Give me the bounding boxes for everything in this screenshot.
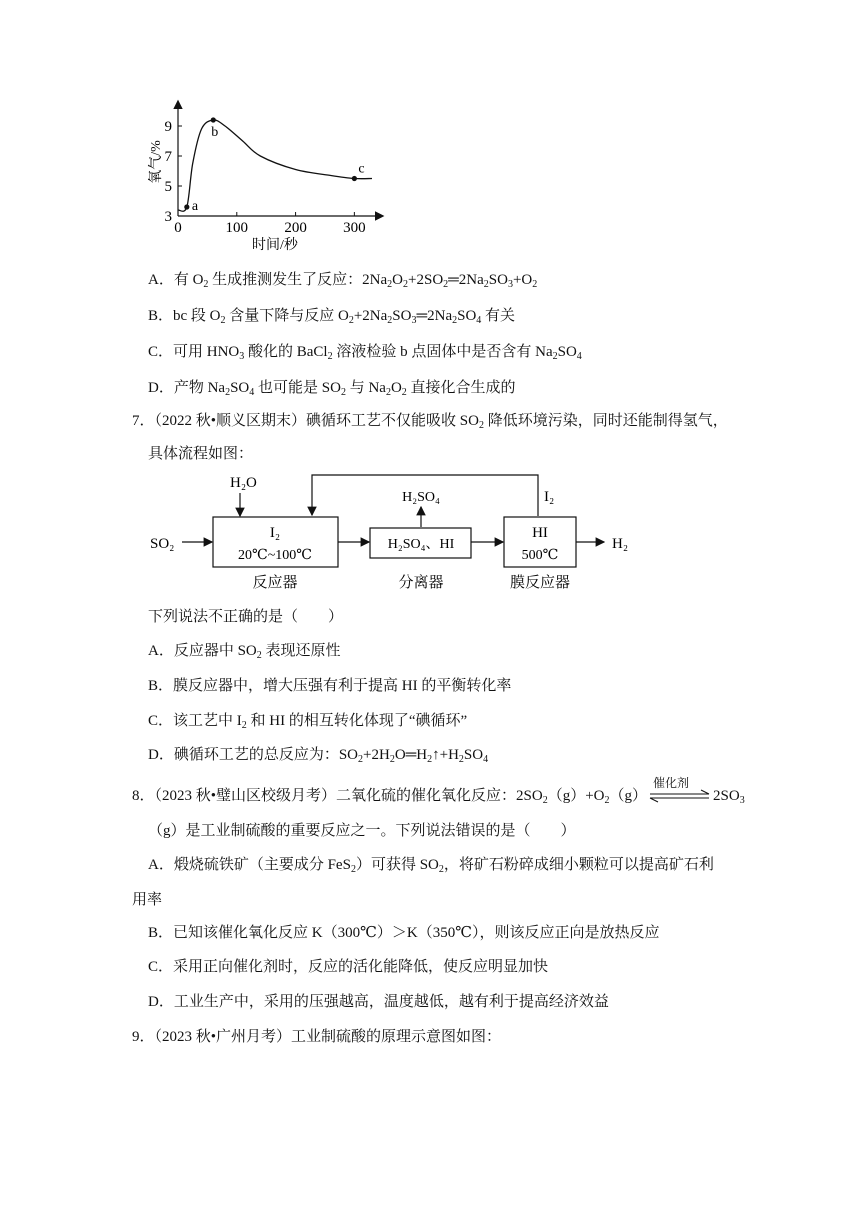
text-run: SO xyxy=(230,380,250,396)
text-run: O xyxy=(392,272,404,288)
text-run: D．碘循环工艺的总反应为：SO xyxy=(148,747,359,763)
subscript: 2 xyxy=(483,279,489,290)
text-run: （g） xyxy=(609,788,647,804)
x-tick-label: 300 xyxy=(343,220,366,236)
q7-option-b xyxy=(148,676,511,696)
subscript: 2 xyxy=(348,315,354,326)
text-run: C．可用 HNO xyxy=(148,344,240,360)
x-tick-label: 200 xyxy=(284,220,307,236)
text-run: 8．（2023 秋•璧山区校级月考）二氧化硫的催化氧化反应：2SO xyxy=(132,788,543,804)
subscript: 2 xyxy=(438,864,444,875)
point-label-b: b xyxy=(211,125,219,140)
text-run: 2SO xyxy=(713,788,740,804)
text-run: A．有 O xyxy=(148,272,204,288)
subscript: 2 xyxy=(389,754,395,765)
subscript: 4 xyxy=(249,387,255,398)
text-run: 7．（2022 秋•顺义区期末）碘循环工艺不仅能吸收 SO xyxy=(132,413,479,429)
subscript: 2 xyxy=(443,279,449,290)
q8-stem-line1 xyxy=(132,776,745,806)
separator-label: 分离器 xyxy=(398,575,444,591)
membrane-line1: HI xyxy=(532,525,548,541)
oxygen-chart xyxy=(140,98,390,263)
text-run: 酸化的 BaCl xyxy=(244,344,328,360)
q7-stem-line2: 具体流程如图： xyxy=(148,446,254,462)
so2-input-label: SO₂ xyxy=(150,536,175,552)
subscript: 2 xyxy=(401,387,407,398)
q8-option-a xyxy=(148,855,714,875)
text-run: 表现还原性 xyxy=(261,643,341,659)
oxygen-chart-svg xyxy=(140,98,390,263)
q6-option-a xyxy=(148,270,537,290)
text-run: 生成推测发生了反应：2Na xyxy=(208,272,388,288)
subscript: 2 xyxy=(387,279,393,290)
q8-stem-line2: （g）是工业制硫酸的重要反应之一。下列说法错误的是（ ） xyxy=(148,823,576,839)
subscript: 2 xyxy=(552,351,558,362)
equilibrium-arrow xyxy=(647,776,713,806)
text-run: D．工业生产中，采用的压强越高，温度越低，越有利于提高经济效益 xyxy=(148,994,609,1010)
point-a xyxy=(184,204,189,209)
text-run: （g）+O xyxy=(547,788,605,804)
y-tick-label: 3 xyxy=(164,209,172,225)
text-run: A．煅烧硫铁矿（主要成分 FeS xyxy=(148,857,351,873)
text-run: 也可能是 SO xyxy=(254,380,341,396)
point-label-a: a xyxy=(191,199,199,214)
membrane-label: 膜反应器 xyxy=(509,575,571,591)
subscript: 4 xyxy=(483,754,489,765)
reactor-label: 反应器 xyxy=(252,575,298,591)
text-run: 和 HI 的相互转化体现了“碘循环” xyxy=(246,713,468,729)
text-run: O═H xyxy=(394,747,428,763)
y-tick-label: 9 xyxy=(164,119,172,135)
text-run: ═2Na xyxy=(416,308,453,324)
subscript: 2 xyxy=(452,315,458,326)
subscript: 2 xyxy=(403,279,409,290)
subscript: 3 xyxy=(239,351,245,362)
separator-line1: H₂SO₄、HI xyxy=(387,537,455,552)
text-run: A．反应器中 SO xyxy=(148,643,257,659)
text-run: 与 Na xyxy=(345,380,386,396)
subscript: 2 xyxy=(350,864,356,875)
subscript: 2 xyxy=(532,279,538,290)
text-run: ，将矿石粉碎成细小颗粒可以提高矿石利 xyxy=(443,857,714,873)
text-run: SO xyxy=(557,344,577,360)
q7-prompt: 下列说法不正确的是（ ） xyxy=(148,609,344,625)
text-run: ═2Na xyxy=(448,272,484,288)
subscript: 2 xyxy=(241,720,247,731)
catalyst-label: 催化剂 xyxy=(653,776,690,790)
x-axis-label: 时间/秒 xyxy=(252,238,298,253)
subscript: 2 xyxy=(220,315,226,326)
text-run: SO xyxy=(488,272,508,288)
text-run: +O xyxy=(512,272,533,288)
subscript: 3 xyxy=(411,315,417,326)
q7-option-c xyxy=(148,711,467,731)
q6-option-d xyxy=(148,378,516,398)
q8-option-b xyxy=(148,923,659,943)
q8-option-d xyxy=(148,992,609,1012)
subscript: 4 xyxy=(476,315,482,326)
x-tick-label: 0 xyxy=(174,220,182,236)
water-label: H₂O xyxy=(230,475,257,491)
point-b xyxy=(211,117,216,122)
text-run: O xyxy=(390,380,402,396)
q7-option-d xyxy=(148,745,488,765)
q8-option-c xyxy=(148,957,548,977)
text-run: 含量下降与反应 O xyxy=(225,308,349,324)
q8-option-a-cont: 用率 xyxy=(132,892,163,908)
subscript: 2 xyxy=(327,351,333,362)
subscript: 3 xyxy=(507,279,513,290)
text-run: +2Na xyxy=(353,308,388,324)
text-run: 直接化合生成的 xyxy=(406,380,516,396)
text-run: C．采用正向催化剂时，反应的活化能降低，使反应明显加快 xyxy=(148,959,549,975)
reactor-line1: I₂ xyxy=(269,525,281,541)
text-run: ）可获得 SO xyxy=(355,857,439,873)
point-c xyxy=(352,176,357,181)
text-run: B．已知该催化氧化反应 K（300℃）＞K（350℃），则该反应正向是放热反应 xyxy=(148,925,660,941)
text-run: SO xyxy=(463,747,484,763)
iodine-cycle-diagram xyxy=(140,465,660,595)
text-run: 有关 xyxy=(481,308,516,324)
y-tick-label: 5 xyxy=(164,179,172,195)
oxygen-curve xyxy=(178,120,372,211)
subscript: 2 xyxy=(604,795,610,806)
subscript: 3 xyxy=(739,795,745,806)
subscript: 2 xyxy=(542,795,548,806)
text-run: +2H xyxy=(363,747,390,763)
q9-stem: 9．（2023 秋•广州月考）工业制硫酸的原理示意图如图： xyxy=(132,1029,502,1045)
text-run: +2SO xyxy=(408,272,444,288)
subscript: 2 xyxy=(427,754,433,765)
reactor-line2: 20℃~100℃ xyxy=(238,548,312,563)
subscript: 2 xyxy=(458,754,464,765)
subscript: 2 xyxy=(358,754,364,765)
subscript: 4 xyxy=(576,351,582,362)
text-run: B．膜反应器中，增大压强有利于提高 HI 的平衡转化率 xyxy=(148,678,512,694)
membrane-line2: 500℃ xyxy=(521,548,559,563)
q6-option-c xyxy=(148,342,582,362)
subscript: 2 xyxy=(256,650,262,661)
q6-option-b xyxy=(148,306,515,326)
q7-stem-line1 xyxy=(132,411,728,431)
text-run: B．bc 段 O xyxy=(148,308,221,324)
h2-output-label: H₂ xyxy=(612,536,629,552)
subscript: 2 xyxy=(225,387,231,398)
text-run: C．该工艺中 I xyxy=(148,713,242,729)
subscript: 2 xyxy=(340,387,346,398)
text-run: SO xyxy=(457,308,477,324)
x-tick-label: 100 xyxy=(225,220,249,236)
y-axis-label: 氧气/% xyxy=(149,140,164,184)
q7-option-a xyxy=(148,641,341,661)
y-tick-label: 7 xyxy=(164,149,172,165)
text-run: 降低环境污染，同时还能制得氢气， xyxy=(483,413,728,429)
text-run: ↑+H xyxy=(432,747,459,763)
h2so4-output-label: H₂SO₄ xyxy=(402,490,440,505)
subscript: 2 xyxy=(203,279,209,290)
text-run: SO xyxy=(392,308,412,324)
point-label-c: c xyxy=(358,161,365,177)
subscript: 2 xyxy=(385,387,391,398)
iodine-recycle-label: I₂ xyxy=(544,489,555,505)
text-run: 溶液检验 b 点固体中是否含有 Na xyxy=(332,344,553,360)
subscript: 2 xyxy=(387,315,393,326)
subscript: 2 xyxy=(478,420,484,431)
text-run: D．产物 Na xyxy=(148,380,226,396)
